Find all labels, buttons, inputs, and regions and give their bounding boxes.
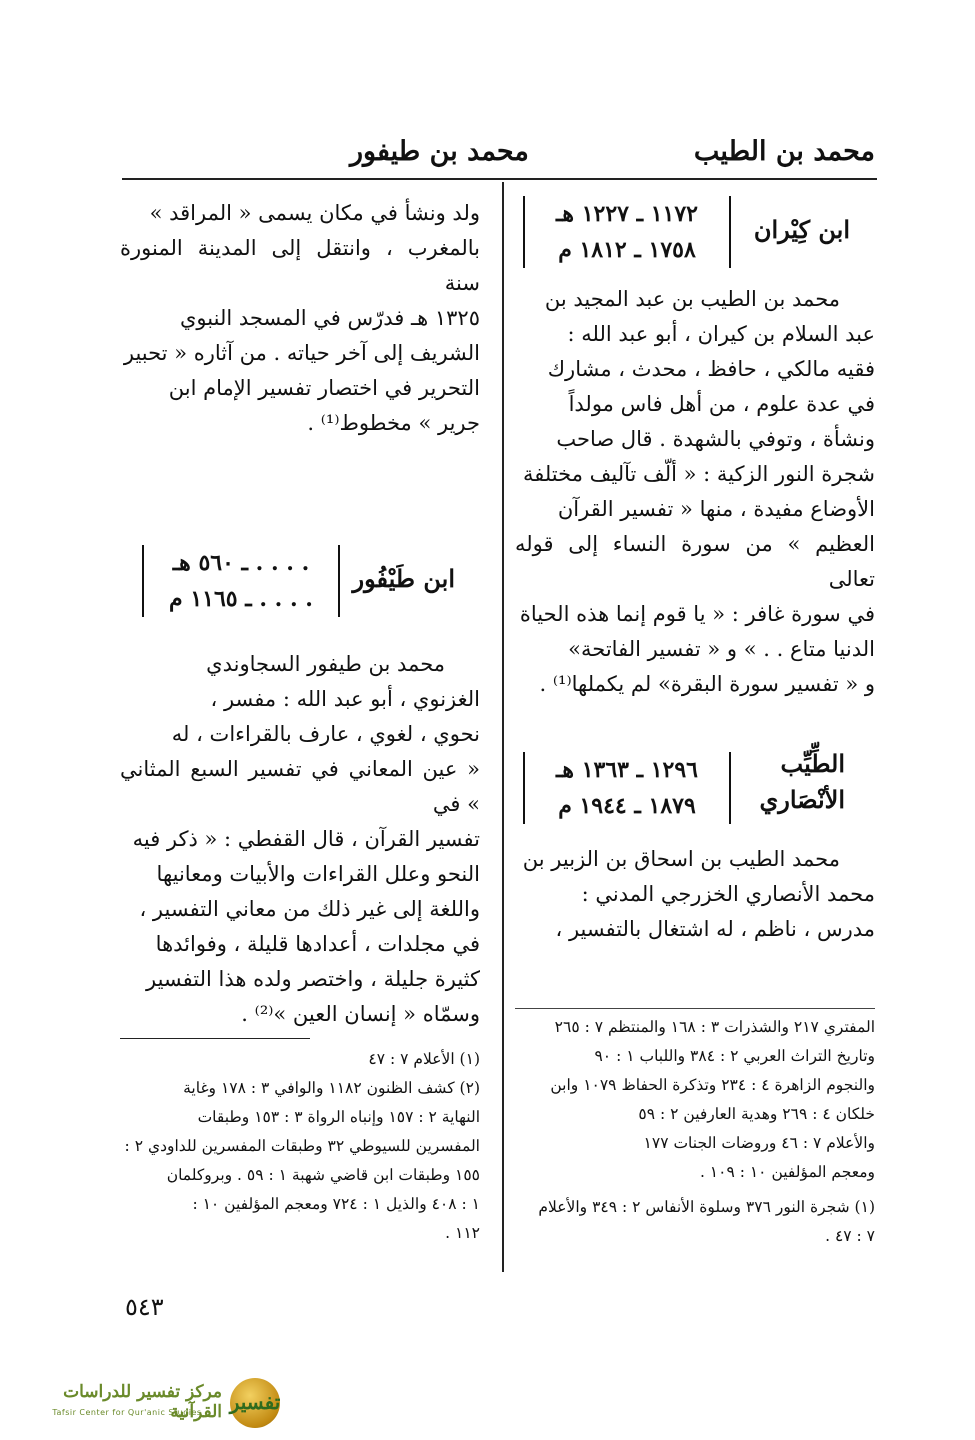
right-column — [515, 192, 875, 947]
entry-name: ابن كِيْران — [753, 215, 850, 244]
footnote-line: ١٥٥ وطبقات ابن قاضي شهبة ١ : ٥٩ . وبروكلمان — [166, 1166, 480, 1184]
text-line: الشريف إلى آخر حياته . من آثاره « تحبير — [123, 341, 480, 365]
entry-dates — [523, 752, 731, 824]
text-line: محمد بن الطيب بن عبد المجيد بن — [544, 287, 840, 311]
date-hijri: ١١٧٢ ـ ١٢٢٧ هـ — [555, 201, 698, 227]
text-line: نحوي ، لغوي ، عارف بالقراءات ، له — [171, 722, 480, 746]
publisher-logo — [18, 1378, 288, 1430]
logo-arabic-text: مركز تفسير للدراسات القرآنية — [63, 1382, 222, 1422]
text-line: شجرة النور الزكية : « ألّف تآليف مختلفة — [522, 462, 875, 486]
text-line: وسمّاه « إنسان العين »⁽²⁾ . — [241, 1002, 480, 1026]
date-hijri: . . . . ـ ٥٦٠ هـ — [172, 550, 310, 576]
text-line: ولد ونشأ في مكان يسمى « المراقد » — [149, 201, 480, 225]
left-footnotes — [120, 1038, 480, 1248]
footnote-line: المفتري ٢١٧ والشذرات ٣ : ١٦٨ والمنتظم ٧ : ٢٦٥ — [554, 1018, 875, 1036]
text-line: التحرير في اختصار تفسير الإمام ابن — [168, 376, 480, 400]
entry-header-ibn-tayfur — [120, 541, 480, 625]
logo-word: تفسير — [229, 1390, 281, 1414]
footnote-line: وتاريخ التراث العربي ٢ : ٣٨٤ واللباب ١ : ٩٠ — [594, 1047, 875, 1065]
text-line: في عدة علوم ، من أهل فاس مولداً — [568, 392, 875, 416]
footnote-line: ١ : ٤٠٨ والذيل ١ : ٧٢٤ ومعجم المؤلفين ١٠ : — [192, 1195, 480, 1213]
footnote-line: المفسرين للسيوطي ٣٢ وطبقات المفسرين للداودي ٢ : — [124, 1137, 480, 1155]
entry-name-line: الطِّيِّب — [780, 749, 845, 778]
text-line: جرير » مخطوط⁽¹⁾ . — [307, 411, 480, 435]
entry-dates — [142, 545, 340, 617]
text-line: الدنيا متاع . . » و « تفسير الفاتحة» — [568, 637, 875, 661]
header-divider — [122, 178, 877, 180]
footnote-line: والنجوم الزاهرة ٤ : ٢٣٤ وتذكرة الحفاظ ١٠٧٩ وابن — [550, 1076, 875, 1094]
footnote-line: (١) شجرة النور ٣٧٦ وسلوة الأنفاس ٢ : ٣٤٩ والأعلام — [538, 1198, 875, 1216]
date-gregorian: ١٧٥٨ ـ ١٨١٢ م — [558, 237, 696, 263]
text-line: فقيه مالكي ، حافظ ، محدث ، مشارك — [547, 357, 875, 381]
text-line: ١٣٢٥ هـ فدرّس في المسجد النبوي — [180, 306, 480, 330]
text-line: ونشأة ، وتوفي بالشهدة . قال صاحب — [556, 427, 875, 451]
date-hijri: ١٢٩٦ ـ ١٣٦٣ هـ — [555, 757, 698, 783]
running-header-left: محمد بن طيفور — [350, 136, 529, 167]
text-line: محمد الطيب بن اسحاق بن الزبير بن — [522, 847, 840, 871]
page-number: ٥٤٣ — [125, 1293, 164, 1321]
text-line: بالمغرب ، وانتقل إلى المدينة المنورة سنة — [120, 236, 480, 295]
text-line: « عين المعاني في تفسير السبع المثاني » في — [120, 757, 480, 816]
text-line: في سورة غافر : « يا قوم إنما هذه الحياة — [519, 602, 875, 626]
entry-header-al-ansari — [515, 746, 875, 838]
footnote-line: ١١٢ . — [445, 1224, 480, 1242]
text-line: محمد الأنصاري الخزرجي المدني : — [581, 882, 875, 906]
right-footnotes — [515, 1008, 875, 1251]
text-line: العظيم » من سورة النساء إلى قوله تعالى — [515, 532, 875, 591]
entry-body — [515, 842, 875, 947]
entry-body — [515, 282, 875, 702]
footnote-divider — [515, 1008, 875, 1009]
entry-name: ابن طَيْفُور — [352, 564, 455, 593]
footnote-block — [515, 1013, 875, 1251]
text-line: النحو وعلل القراءات والأبيات ومعانيها — [156, 862, 480, 886]
date-gregorian: ١٨٧٩ ـ ١٩٤٤ م — [558, 793, 696, 819]
entry-dates — [523, 196, 731, 268]
column-divider — [502, 182, 504, 1272]
text-line: الغزنوي ، أبو عبد الله : مفسر ، — [210, 687, 480, 711]
text-line: واللغة إلى غير ذلك من معاني التفسير ، — [139, 897, 480, 921]
running-header-right: محمد بن الطيب — [693, 136, 875, 167]
footnote-line: النهاية ٢ : ١٥٧ وإنباه الرواة ٣ : ١٥٣ وطبقات — [197, 1108, 480, 1126]
continuation-text — [120, 196, 480, 441]
logo-english-text: Tafsir Center for Qur'anic Studies — [52, 1408, 202, 1417]
footnote-line: ومعجم المؤلفين ١٠ : ١٠٩ . — [699, 1163, 875, 1181]
entry-name-line: الأنْصَاري — [759, 785, 845, 814]
left-column — [120, 196, 480, 1032]
text-line: مدرس ، ناظم ، له اشتغال بالتفسير ، — [555, 917, 875, 941]
text-line: تفسير القرآن ، قال القفطي : « ذكر فيه — [132, 827, 480, 851]
footnote-block — [120, 1045, 480, 1248]
footnote-line: والأعلام ٧ : ٤٦ وروضات الجنات ١٧٧ — [643, 1134, 875, 1152]
text-line: محمد بن طيفور السجاوندي — [206, 652, 445, 676]
footnote-line: (١) الأعلام ٧ : ٤٧ — [368, 1050, 480, 1068]
footnote-divider — [120, 1038, 310, 1039]
entry-name — [759, 746, 845, 818]
text-line: و « تفسير سورة البقرة» لم يكملها⁽¹⁾ . — [539, 672, 875, 696]
text-line: الأوضاع مفيدة ، منها « تفسير القرآن — [557, 497, 875, 521]
date-gregorian: . . . . ـ ١١٦٥ م — [169, 586, 313, 612]
footnote-line: (٢) كشف الظنون ١١٨٢ والوافي ٣ : ١٧٨ وغاية — [183, 1079, 480, 1097]
text-line: كثيرة جليلة ، واختصر ولده هذا التفسير — [145, 967, 480, 991]
footnote-line: ٧ : ٤٧ . — [825, 1227, 875, 1245]
footnote-line: خلكان ٤ : ٢٦٩ وهدية العارفين ٢ : ٥٩ — [638, 1105, 875, 1123]
text-line: عبد السلام بن كيران ، أبو عبد الله : — [567, 322, 875, 346]
entry-header-ibn-kiran — [515, 192, 875, 276]
entry-body — [120, 647, 480, 1032]
text-line: في مجلدات ، أعدادها قليلة ، وفوائدها — [155, 932, 480, 956]
